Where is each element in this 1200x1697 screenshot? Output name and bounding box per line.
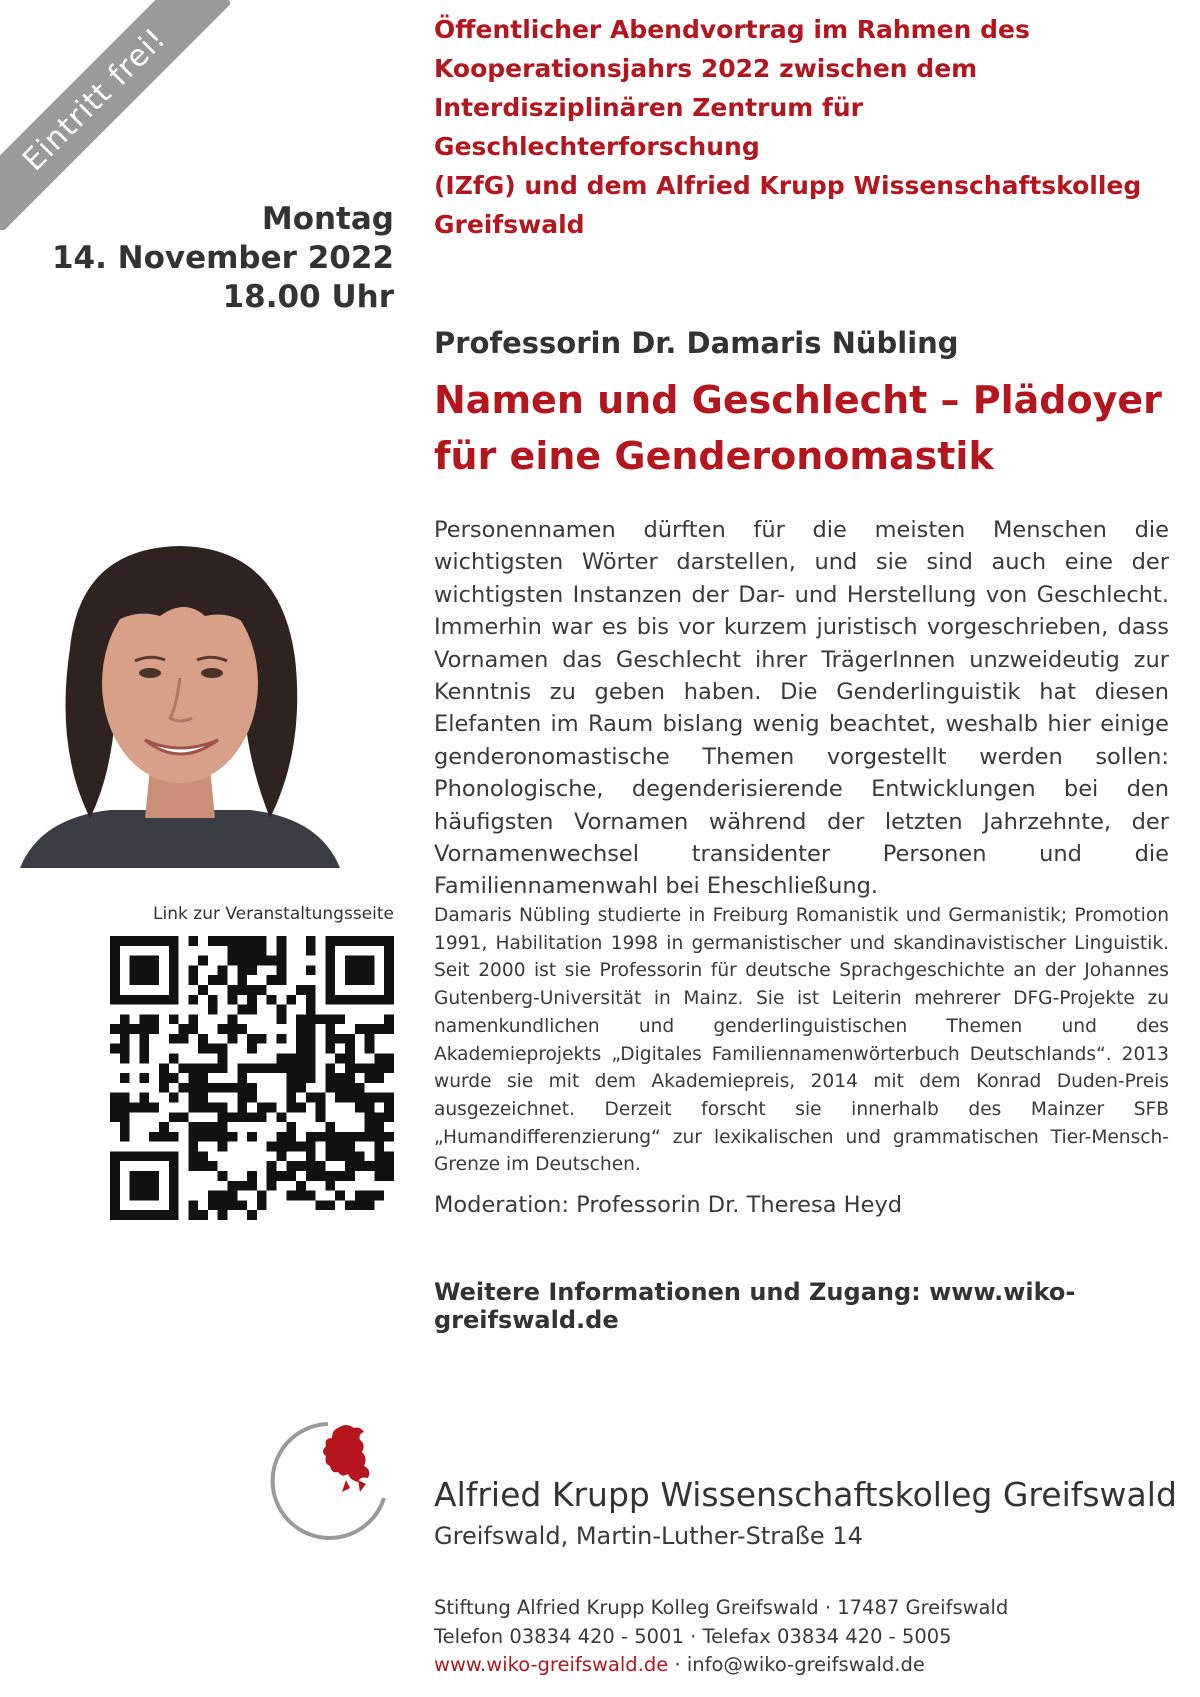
footer-website-link[interactable]: www.wiko-greifswald.de — [434, 1653, 669, 1676]
talk-title — [434, 372, 1174, 484]
more-info-link[interactable]: Weitere Informationen und Zugang: www.wiko-greifswald.de — [434, 1278, 1076, 1334]
footer-foundation: Stiftung Alfried Krupp Kolleg Greifswald · 17487 Greifswald — [434, 1596, 1009, 1619]
institution-name: Alfried Krupp Wissenschaftskolleg Greifswald — [434, 1475, 1177, 1514]
moderation: Moderation: Professorin Dr. Theresa Heyd — [434, 1192, 903, 1218]
footer-phone: Telefon 03834 420 - 5001 · Telefax 03834 420 - 5005 — [434, 1624, 952, 1648]
intro-line: Interdisziplinären Zentrum für Geschlechterforschung — [434, 93, 864, 161]
speaker-bio: Damaris Nübling studierte in Freiburg Romanistik und Germanistik; Promotion 1991, Habilitation 1998 in germanistischer und skandinavistischer Linguistik. Seit 2000 ist sie Professorin für deutsche Sprachgeschichte an der Johannes Gutenberg-Universität in Mainz. Sie ist Leiterin mehrerer DFG-Projekte zu namenkundlichen und genderlinguistischen Themen und des Akademieprojekts „Digitales Familiennamenwörterbuch Deutschlands“. 2013 wurde sie mit dem Akademiepreis, 2014 mit dem Konrad Duden-Preis ausgezeichnet. Derzeit forscht sie innerhalb des Mainzer SFB „Humandifferenzierung“ zur lexikalischen und grammatischen Tier-Mensch-Grenze im Deutschen. — [434, 905, 1169, 1176]
free-entry-banner: Eintritt frei! — [0, 0, 230, 230]
intro-line: Kooperationsjahrs 2022 zwischen dem — [434, 54, 978, 83]
intro-line: (IZfG) und dem Alfried Krupp Wissenschaftskolleg — [434, 171, 1142, 200]
speaker-name: Professorin Dr. Damaris Nübling — [434, 326, 959, 360]
footer-separator: · — [668, 1653, 687, 1676]
intro-line: Greifswald — [434, 210, 585, 239]
talk-abstract: Personennamen dürften für die meisten Menschen die wichtigsten Wörter darstellen, und sie sind auch eine der wichtigsten Instanzen der Dar- und Herstellung von Geschlecht. Immerhin war es bis vor kurzem juristisch vorgeschrieben, dass Vornamen das Geschlecht ihrer TrägerInnen unzweideutig zur Kenntnis zu geben haben. Die Genderlinguistik hat diesen Elefanten im Raum bislang wenig beachtet, weshalb hier einige genderonomastische Themen vorgestellt werden sollen: Phonologische, degenderisierende Entwicklungen bei den häufigsten Vornamen während der letzten Jahrzehnte, der Vornamenwechsel transidenter Personen und die Familiennamenwahl bei Eheschließung. — [434, 517, 1169, 900]
wiko-logo — [268, 1418, 392, 1544]
qr-caption: Link zur Veranstaltungsseite — [153, 904, 394, 924]
institution-address: Greifswald, Martin-Luther-Straße 14 — [434, 1522, 863, 1550]
corner-banner — [0, 0, 230, 230]
talk-title-line: Namen und Geschlecht – Plädoyer — [434, 378, 1162, 422]
footer-links — [434, 1651, 1008, 1680]
talk-title-line: für eine Genderonomastik — [434, 434, 994, 478]
event-weekday: Montag — [261, 201, 394, 237]
event-date: 14. November 2022 — [51, 240, 394, 276]
intro-line: Öffentlicher Abendvortrag im Rahmen des — [434, 15, 1030, 44]
event-time: 18.00 Uhr — [222, 279, 394, 315]
qr-code[interactable] — [110, 936, 394, 1220]
footer-contact — [434, 1594, 1008, 1680]
intro-text — [434, 10, 1174, 244]
footer-email-link[interactable]: info@wiko-greifswald.de — [686, 1653, 925, 1676]
griffin-emblem-icon — [323, 1425, 369, 1492]
speaker-portrait — [0, 518, 358, 868]
event-date-block — [40, 200, 394, 317]
